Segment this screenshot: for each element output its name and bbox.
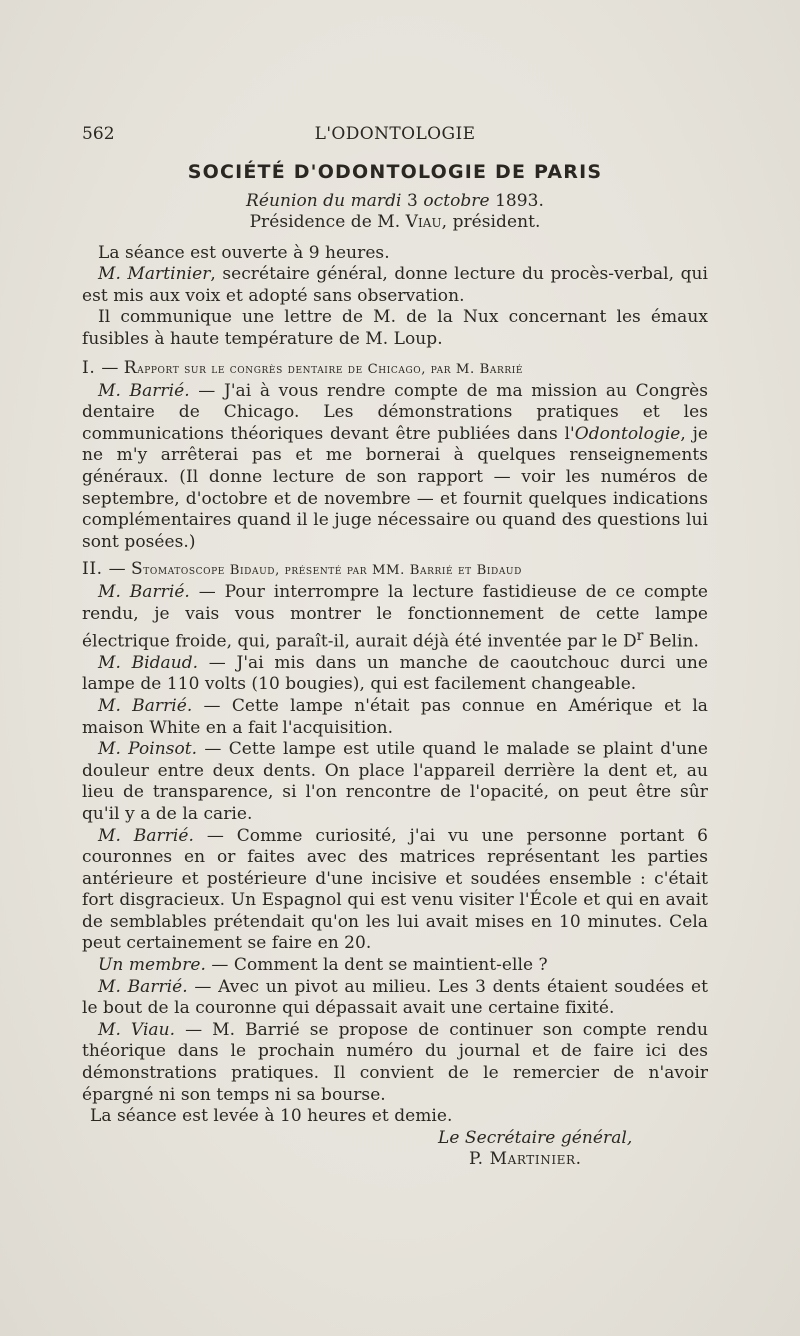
section-numeral: II. — bbox=[82, 559, 127, 580]
paragraph-text: — Avec un pivot au milieu. Les 3 dents étaient soudées et le bout de la couronne qui dépassait avait une certaine fixité. bbox=[82, 976, 708, 1019]
section-title: tomatoscope Bidaud, présenté par MM. Barrié et Bidaud bbox=[143, 563, 522, 579]
opening-paragraph: La séance est ouverte à 9 heures. bbox=[98, 242, 390, 263]
report-paragraph bbox=[82, 381, 708, 554]
society-title: SOCIÉTÉ D'ODONTOLOGIE DE PARIS bbox=[187, 161, 603, 183]
dialogue-paragraph bbox=[82, 826, 708, 956]
section-title: apport sur le congrès dentaire de Chicago, par M. Barrié bbox=[137, 361, 524, 377]
paragraph-text: , secrétaire général, donne lecture du procès-verbal, qui est mis aux voix et adopté sans observation. bbox=[82, 264, 708, 306]
speaker-name: M. Barrié. bbox=[98, 976, 188, 997]
minutes-paragraph bbox=[82, 264, 708, 307]
dialogue-paragraph bbox=[82, 653, 708, 696]
signature-name: P. Martinier. bbox=[469, 1149, 582, 1170]
section-heading-2 bbox=[82, 558, 708, 582]
paragraph-text: Belin. bbox=[643, 631, 699, 652]
dialogue-paragraph bbox=[82, 739, 708, 825]
speaker-name: M. Bidaud. bbox=[98, 652, 199, 673]
speaker-name: M. Barrié. bbox=[98, 695, 193, 716]
superscript: r bbox=[636, 627, 644, 644]
presidence-suffix: , président. bbox=[441, 212, 541, 232]
signature-role: Le Secrétaire général, bbox=[438, 1127, 633, 1148]
speaker-name: M. Barrié. bbox=[98, 380, 190, 401]
page-text bbox=[82, 124, 708, 1171]
paragraph-text: — J'ai à vous rendre compte de ma mission au Congrès dentaire de Chicago. Les démonstrations pratiques et les communications théoriques devant être publiées dans l' bbox=[82, 380, 709, 444]
dialogue-paragraph bbox=[82, 977, 708, 1020]
meeting-date bbox=[82, 190, 708, 212]
speaker-name: M. Martinier bbox=[98, 264, 211, 285]
meeting-year: 1893. bbox=[495, 191, 544, 211]
letter-paragraph: Il communique une lettre de M. de la Nux concernant les émaux fusibles à haute température de M. Loup. bbox=[82, 307, 708, 349]
paragraph-text: — Comment la dent se maintient-elle ? bbox=[205, 955, 548, 976]
dialogue-paragraph bbox=[82, 955, 708, 977]
dialogue-paragraph bbox=[82, 1020, 708, 1106]
journal-reference: Odontologie bbox=[574, 423, 681, 444]
paragraph-text: — J'ai mis dans un manche de caoutchouc durci une lampe de 110 volts (10 bougies), qui est facilement changeable. bbox=[82, 652, 708, 695]
closing-line: La séance est levée à 10 heures et demie. bbox=[90, 1106, 453, 1127]
paragraph-text: — Comme curiosité, j'ai vu une personne portant 6 couronnes en or faites avec des matrices représentant les parties antérieure et postérieure d'une incisive et soudées ensemble : c'était fort disgracieux. Un Espagnol qui est venu visiter l'École et qui en avait de semblables prétendait qu'on les lui avait mises en 10 minutes. Cela peut certainement se faire en 20. bbox=[82, 825, 708, 954]
paragraph-text: , je ne m'y arrêterai pas et me bornerai à quelques renseignements généraux. (Il donne lecture de son rapport — voir les numéros de septembre, d'octobre et de novembre — et fournit quelques indications complémentaires quand il le juge nécessaire ou quand des questions lui sont posées.) bbox=[82, 423, 708, 552]
journal-title: L'ODONTOLOGIE bbox=[314, 124, 476, 144]
paragraph-text: — Cette lampe est utile quand le malade se plaint d'une douleur entre deux dents. On place l'appareil derrière la dent et, au lieu de transparence, si l'on rencontre de l'opacité, on peut être sûr qu'il y a de la carie. bbox=[82, 739, 708, 824]
meeting-prefix: Réunion du mardi bbox=[246, 191, 402, 211]
meeting-month: octobre bbox=[423, 191, 490, 211]
speaker-name: M. Poinsot. bbox=[98, 739, 198, 760]
president-name: Viau bbox=[405, 212, 442, 232]
section-heading-1 bbox=[82, 357, 708, 381]
speaker-name: M. Barrié. bbox=[98, 825, 194, 846]
section-initial: S bbox=[131, 559, 144, 580]
meeting-day: 3 bbox=[407, 191, 418, 211]
speaker-name: M. Barrié. bbox=[98, 582, 190, 603]
paragraph-text: — Cette lampe n'était pas connue en Amérique et la maison White en a fait l'acquisition. bbox=[82, 695, 708, 738]
paragraph-text: — M. Barrié se propose de continuer son compte rendu théorique dans le prochain numéro du journal et de faire ici des démonstrations pratiques. Il convient de le remercier de n'avoir épargné ni son temps ni sa bourse. bbox=[82, 1019, 708, 1105]
paragraph-text: — Pour interrompre la lecture fastidieuse de ce compte rendu, je vais vous montrer le fonctionnement de cette lampe électrique froide, qui, paraît-il, aurait déjà été inventée par le D bbox=[82, 582, 709, 652]
speaker-name: Un membre. bbox=[98, 955, 206, 976]
dialogue-paragraph bbox=[82, 582, 708, 652]
dialogue-paragraph bbox=[82, 696, 708, 739]
presidence-line bbox=[82, 212, 708, 234]
running-header bbox=[82, 124, 708, 150]
speaker-name: M. Viau. bbox=[98, 1019, 176, 1040]
section-numeral: I. — bbox=[82, 357, 119, 378]
section-initial: R bbox=[123, 357, 138, 378]
page-number: 562 bbox=[82, 124, 115, 144]
presidence-prefix: Présidence de M. bbox=[249, 212, 401, 232]
